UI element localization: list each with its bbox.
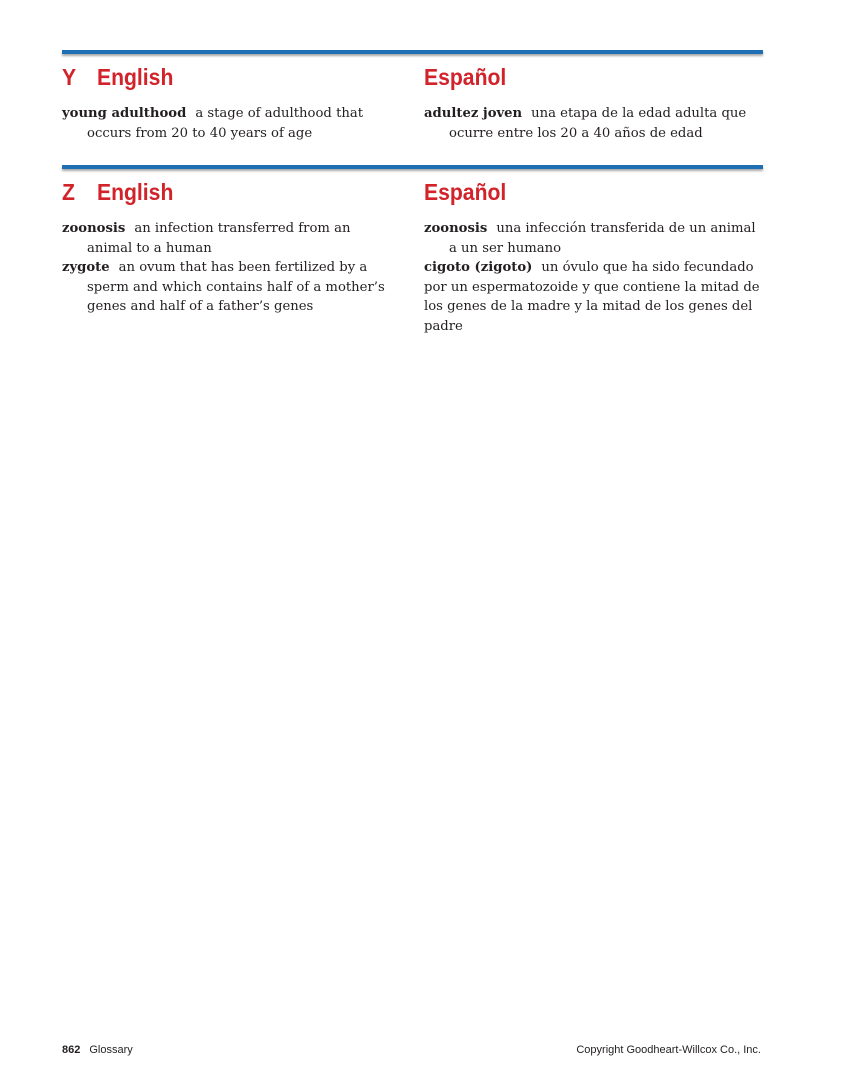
section-heading-english bbox=[62, 64, 173, 91]
page-number: 862 bbox=[62, 1044, 81, 1056]
entry-definition: a stage of adulthood that occurs from 20 to 40 years of age bbox=[87, 106, 364, 141]
glossary-entry bbox=[424, 104, 763, 143]
glossary-entry bbox=[62, 219, 397, 258]
english-entries bbox=[62, 219, 397, 317]
glossary-entry bbox=[62, 104, 397, 143]
section-heading-spanish bbox=[424, 179, 506, 206]
entry-definition: an ovum that has been fertilized by a sperm and which contains half of a mother’s genes and half of a father’s genes bbox=[87, 260, 385, 314]
entry-definition: an infection transferred from an animal to a human bbox=[87, 221, 351, 256]
section-letter: Y bbox=[62, 64, 77, 90]
glossary-entry bbox=[424, 258, 763, 336]
spanish-entries bbox=[424, 104, 763, 143]
glossary-entry bbox=[424, 219, 763, 258]
section-heading-spanish bbox=[424, 64, 506, 91]
section-heading-english bbox=[62, 179, 173, 206]
entry-term: cigoto (zigoto) bbox=[424, 260, 533, 275]
entry-definition: una infección transferida de un animal a un ser humano bbox=[449, 221, 756, 256]
section-divider bbox=[62, 50, 763, 54]
copyright-notice: Copyright Goodheart-Willcox Co., Inc. bbox=[576, 1044, 761, 1056]
footer-section-name: Glossary bbox=[89, 1044, 133, 1056]
english-heading-label: English bbox=[96, 64, 174, 90]
spanish-heading-label: Español bbox=[424, 179, 507, 205]
entry-term: adultez joven bbox=[424, 106, 523, 121]
entry-definition: una etapa de la edad adulta que ocurre entre los 20 a 40 años de edad bbox=[449, 106, 747, 141]
spanish-heading-label: Español bbox=[424, 64, 507, 90]
section-letter: Z bbox=[62, 179, 75, 205]
entry-term: young adulthood bbox=[62, 106, 187, 121]
glossary-entry bbox=[62, 258, 397, 317]
english-entries bbox=[62, 104, 397, 143]
section-divider bbox=[62, 165, 763, 169]
page-footer-left bbox=[62, 1044, 133, 1056]
english-heading-label: English bbox=[96, 179, 174, 205]
spanish-entries bbox=[424, 219, 763, 336]
entry-definition: un óvulo que ha sido fecundado por un espermatozoide y que contiene la mitad de los genes de la madre y la mitad de los genes del padre bbox=[424, 260, 760, 334]
entry-term: zygote bbox=[62, 260, 110, 275]
entry-term: zoonosis bbox=[424, 221, 488, 236]
entry-term: zoonosis bbox=[62, 221, 126, 236]
